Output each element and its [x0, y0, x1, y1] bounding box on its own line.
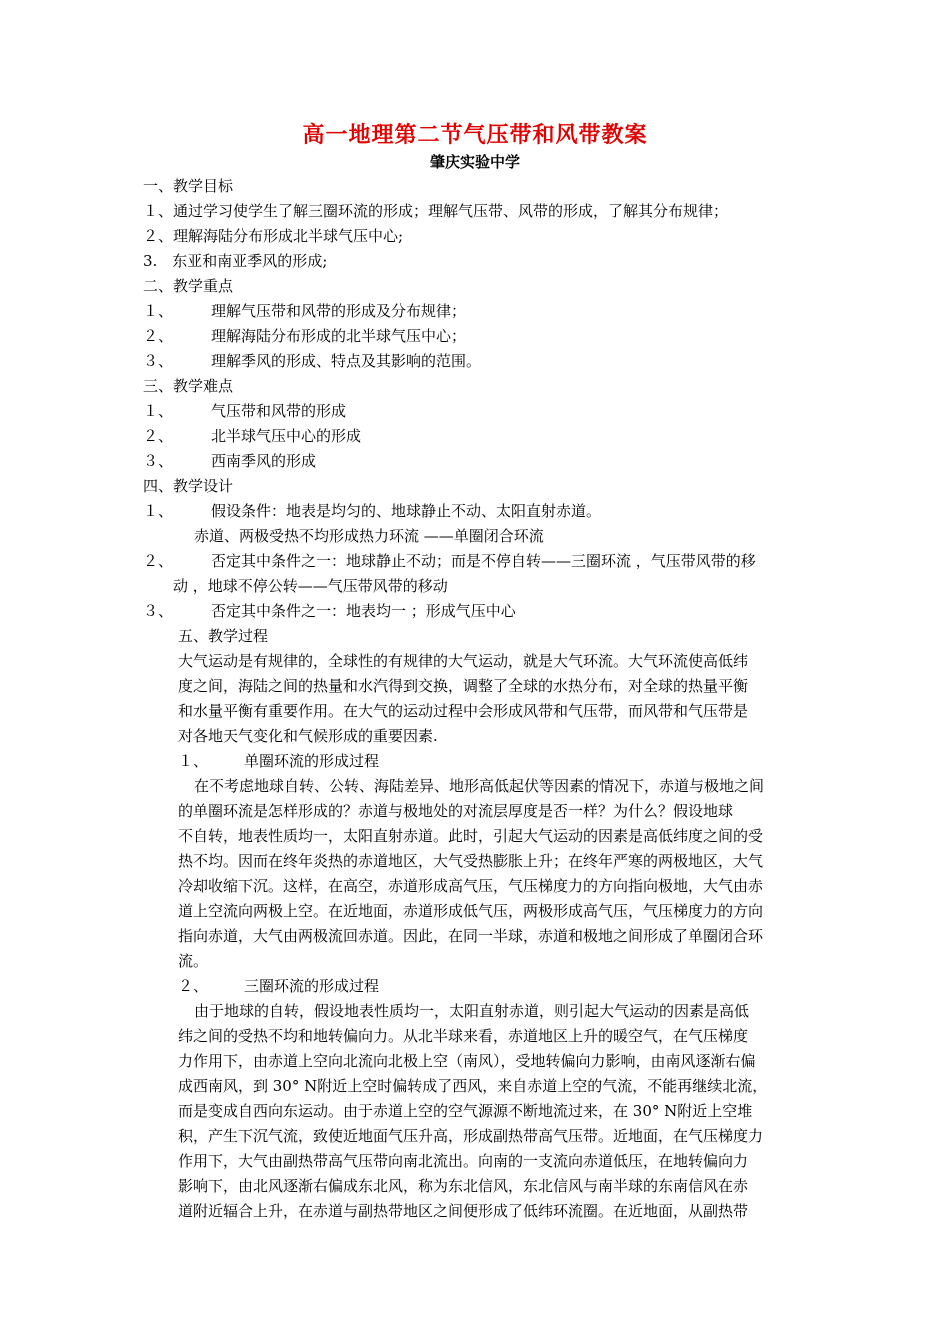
list-text: 气压带和风带的形成	[211, 402, 347, 420]
list-number: １、	[143, 502, 174, 520]
list-item: ２、理解海陆分布形成北半球气压中心;	[143, 227, 404, 245]
paragraph-line: 而是变成自西向东运动。由于赤道上空的空气源源不断地流过来，在 30° N附近上空堆	[178, 1102, 753, 1120]
paragraph-line: 热不均。因而在终年炎热的赤道地区，大气受热膨胀上升；在终年严寒的两极地区，大气	[178, 852, 764, 870]
section-heading: 四、教学设计	[143, 477, 234, 495]
section-heading: 五、教学过程	[178, 627, 269, 645]
list-item	[143, 601, 516, 621]
list-text-continued: 赤道、两极受热不均形成热力环流 ——单圈闭合环流	[194, 527, 544, 545]
paragraph-line: 指向赤道，大气由两极流回赤道。因此，在同一半球，赤道和极地之间形成了单圈闭合环	[178, 927, 764, 945]
list-item	[143, 451, 317, 471]
list-item: １、通过学习使学生了解三圈环流的形成；理解气压带、风带的形成，了解其分布规律；	[143, 202, 729, 220]
list-item	[143, 551, 756, 571]
list-number: １、	[143, 302, 174, 320]
list-text: 西南季风的形成	[211, 452, 317, 470]
paragraph-line: 大气运动是有规律的，全球性的有规律的大气运动，就是大气环流。大气环流使高低纬	[178, 652, 749, 670]
list-text: 否定其中条件之一：地表均一 ；形成气压中心	[211, 602, 516, 620]
list-number: ２、	[143, 327, 174, 345]
paragraph-line: 对各地天气变化和气候形成的重要因素.	[178, 727, 438, 745]
list-number: ２、	[143, 427, 174, 445]
paragraph-line: 作用下，大气由副热带高气压带向南北流出。向南的一支流向赤道低压，在地转偏向力	[178, 1152, 749, 1170]
paragraph-line: 的单圈环流是怎样形成的？赤道与极地处的对流层厚度是否一样？为什么？假设地球	[178, 802, 734, 820]
list-item	[143, 401, 347, 421]
paragraph-line: 流。	[178, 952, 209, 970]
list-text: 理解海陆分布形成的北半球气压中心；	[211, 327, 467, 345]
paragraph-line: 道附近辐合上升，在赤道与副热带地区之间便形成了低纬环流圈。在近地面，从副热带	[178, 1202, 749, 1220]
paragraph-line: 由于地球的自转，假设地表性质均一，太阳直射赤道，则引起大气运动的因素是高低	[194, 1002, 750, 1020]
paragraph-line: 和水量平衡有重要作用。在大气的运动过程中会形成风带和气压带，而风带和气压带是	[178, 702, 749, 720]
paragraph-line: 积，产生下沉气流，致使近地面气压升高，形成副热带高气压带。近地面，在气压梯度力	[178, 1127, 764, 1145]
list-item	[143, 326, 467, 346]
list-number: ３、	[143, 352, 174, 370]
list-number: １、	[143, 402, 174, 420]
paragraph-line: 不自转，地表性质均一，太阳直射赤道。此时，引起大气运动的因素是高低纬度之间的受	[178, 827, 764, 845]
list-text-continued: 动 ，地球不停公转——气压带风带的移动	[173, 577, 448, 595]
paragraph-line: 在不考虑地球自转、公转、海陆差异、地形高低起伏等因素的情况下，赤道与极地之间	[194, 777, 765, 795]
list-number: １、	[178, 752, 209, 770]
list-item	[143, 301, 467, 321]
paragraph-line: 成西南风，到 30° N附近上空时偏转成了西风，来自赤道上空的气流，不能再继续北流，	[178, 1077, 768, 1095]
paragraph-line: 冷却收缩下沉。这样，在高空，赤道形成高气压，气压梯度力的方向指向极地，大气由赤	[178, 877, 764, 895]
paragraph-line: 纬之间的受热不均和地转偏向力。从北半球来看，赤道地区上升的暖空气，在气压梯度	[178, 1027, 749, 1045]
list-item	[143, 426, 362, 446]
section-heading: 二、教学重点	[143, 277, 234, 295]
subsection-title: 单圈环流的形成过程	[244, 752, 380, 770]
list-item	[143, 351, 482, 371]
list-text: 理解气压带和风带的形成及分布规律；	[211, 302, 467, 320]
school-name: 肇庆实验中学	[429, 153, 520, 171]
section-heading: 一、教学目标	[143, 177, 234, 195]
list-number: ３、	[143, 452, 174, 470]
paragraph-line: 力作用下，由赤道上空向北流向北极上空（南风），受地转偏向力影响，由南风逐渐右偏	[178, 1052, 756, 1070]
list-text: 理解季风的形成、特点及其影响的范围。	[211, 352, 482, 370]
document-title: 高一地理第二节气压带和风带教案	[302, 122, 648, 148]
list-number: ２、	[178, 977, 209, 995]
list-number: ３、	[143, 602, 174, 620]
subsection-heading	[178, 976, 380, 996]
list-item: 3. 东亚和南亚季风的形成;	[143, 252, 328, 270]
paragraph-line: 道上空流向两极上空。在近地面，赤道形成低气压，两极形成高气压，气压梯度力的方向	[178, 902, 764, 920]
list-text: 假设条件：地表是均匀的、地球静止不动、太阳直射赤道。	[211, 502, 602, 520]
section-heading: 三、教学难点	[143, 377, 234, 395]
list-item	[143, 501, 602, 521]
subsection-heading	[178, 751, 380, 771]
list-text: 否定其中条件之一：地球静止不动；而是不停自转——三圈环流 ，气压带风带的移	[211, 552, 756, 570]
list-number: ２、	[143, 552, 174, 570]
subsection-title: 三圈环流的形成过程	[244, 977, 380, 995]
list-text: 北半球气压中心的形成	[211, 427, 362, 445]
paragraph-line: 影响下，由北风逐渐右偏成东北风，称为东北信风，东北信风与南半球的东南信风在赤	[178, 1177, 749, 1195]
paragraph-line: 度之间，海陆之间的热量和水汽得到交换，调整了全球的水热分布，对全球的热量平衡	[178, 677, 749, 695]
